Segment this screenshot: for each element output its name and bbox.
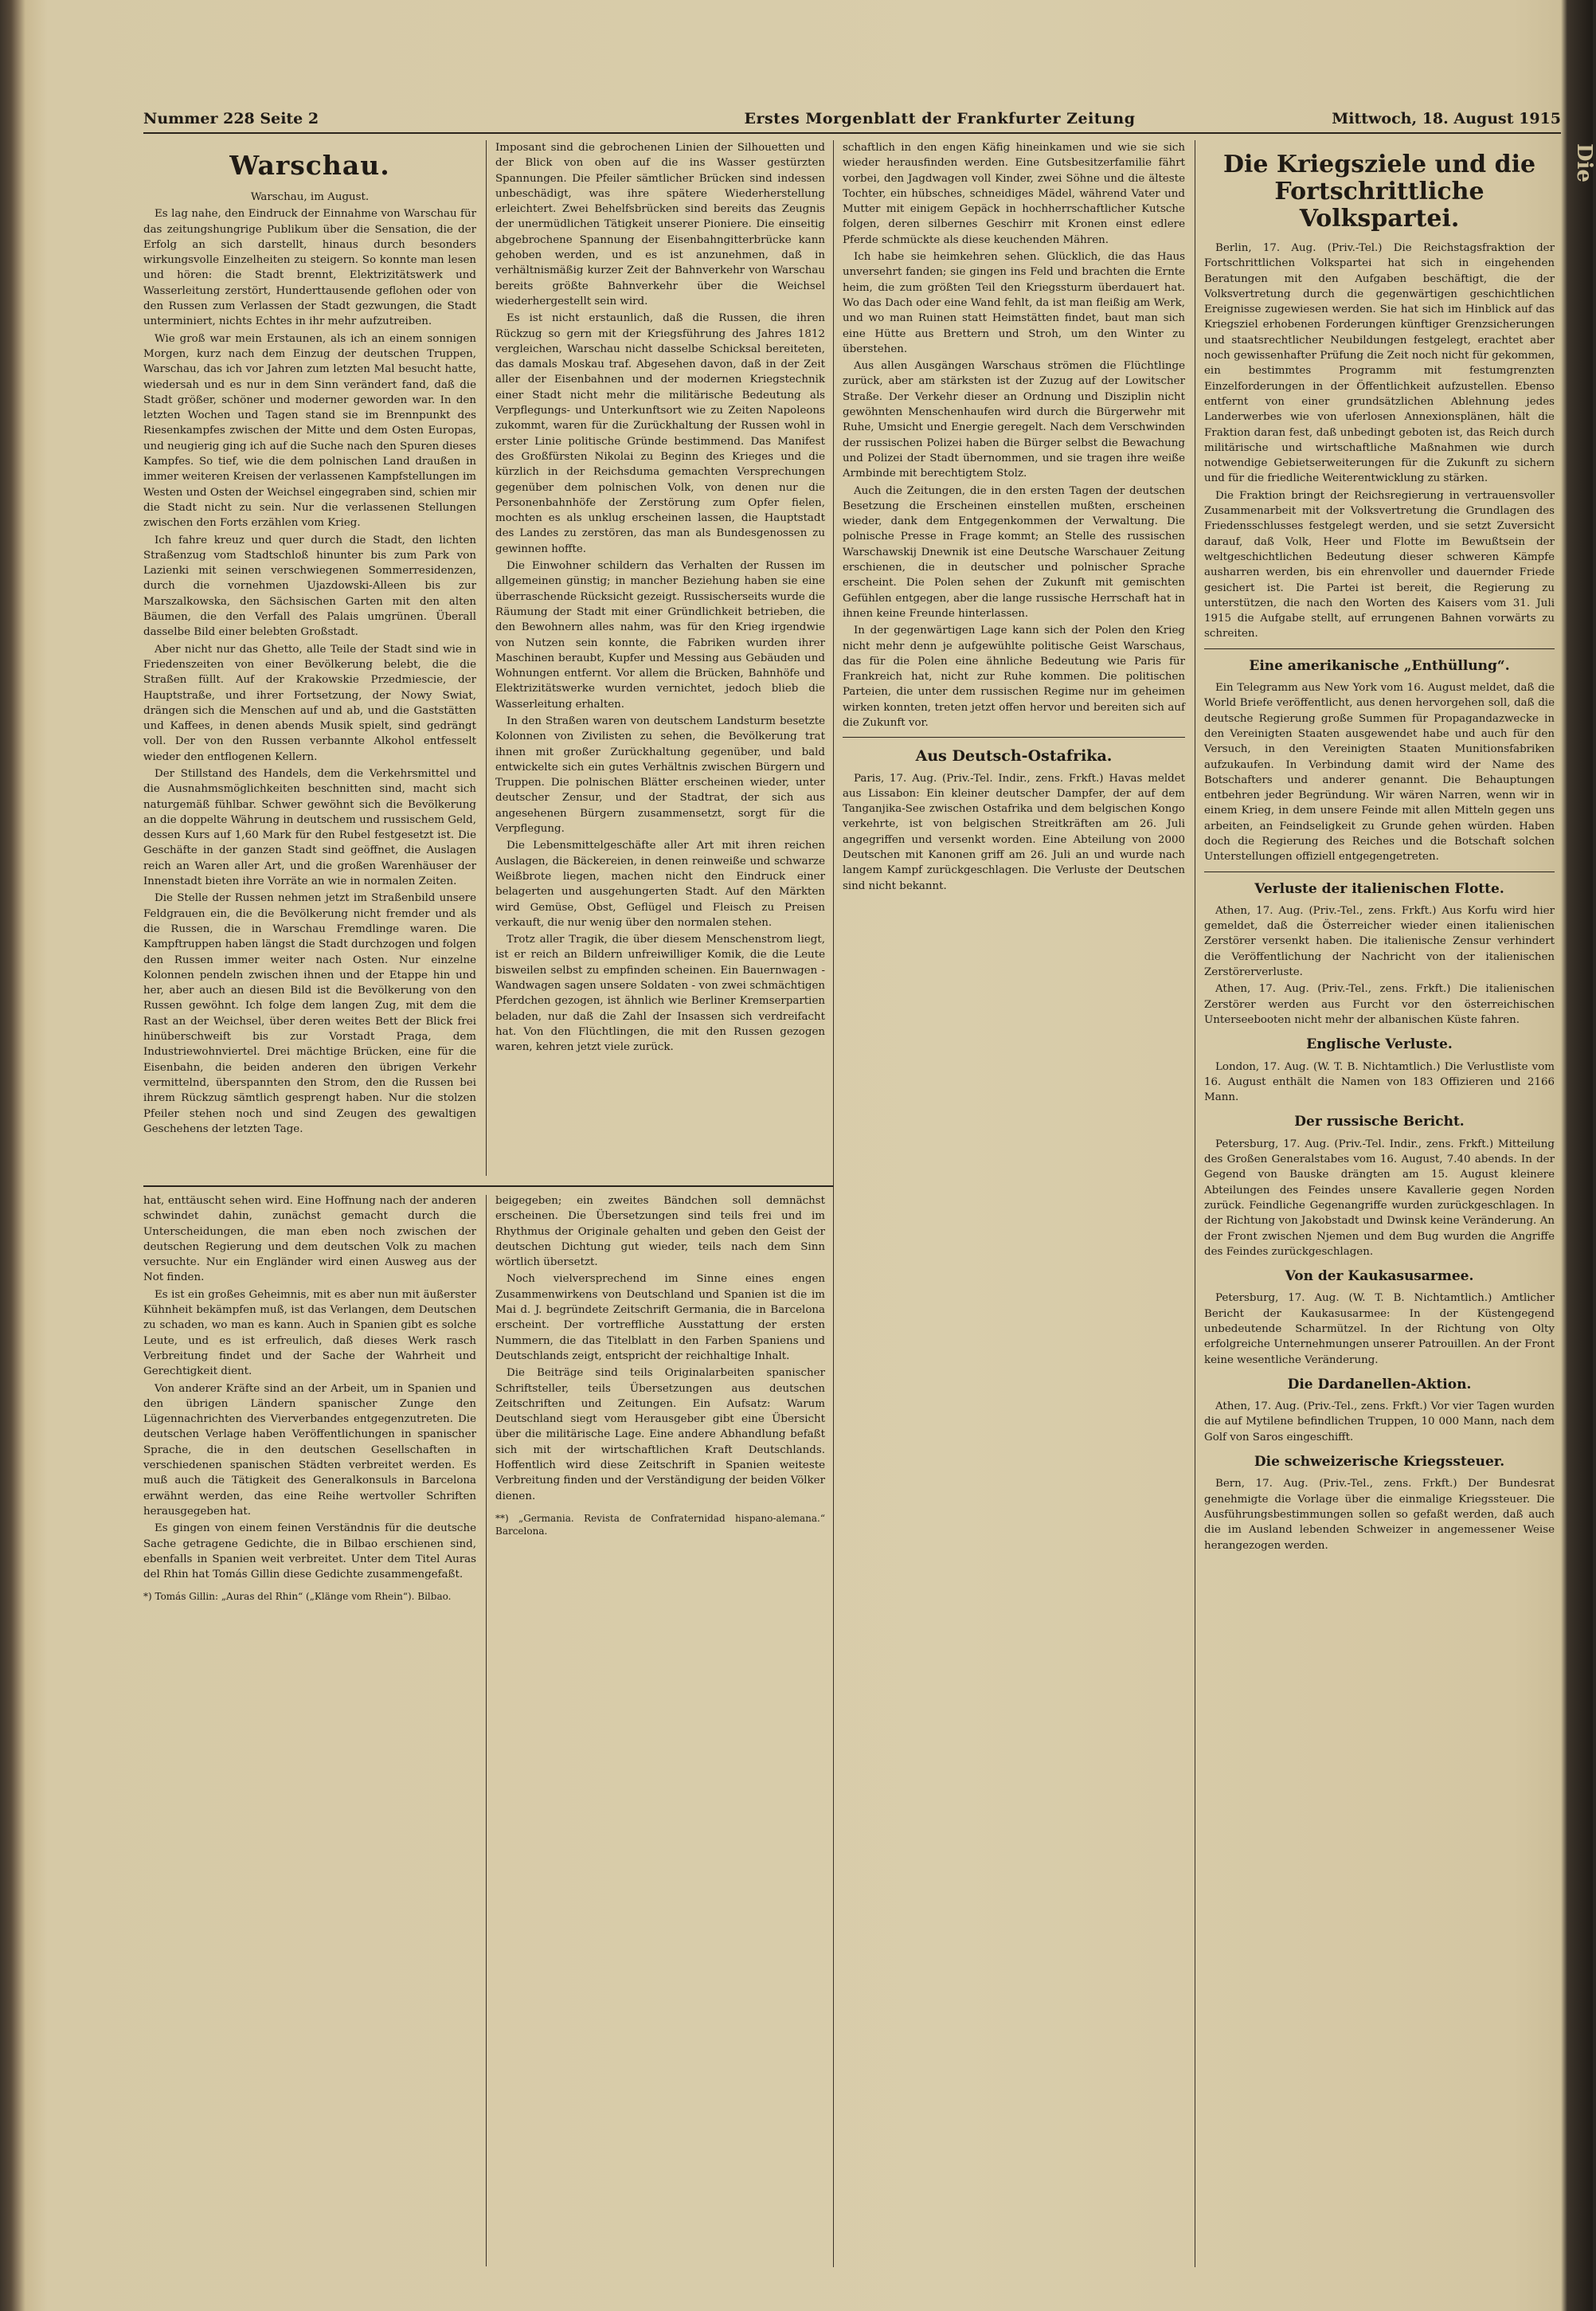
column-rule (833, 140, 834, 2267)
paragraph: In der gegenwärtigen Lage kann sich der Polen den Krieg nicht mehr denn je aufgewühlte politische Geist Warschaus, das für die Polen eine ähnliche Bedeutung wie Paris für Frankreich hat, nicht zur Ruhe kommen. Die politischen Parteien, die unter dem russischen Regime nur im geheimen wirken konnten, treten jetzt offen hervor und bereiten sich auf die Zukunft vor. (843, 625, 1185, 729)
section-heading: Aus Deutsch-Ostafrika. (915, 747, 1113, 766)
paragraph: Auch die Zeitungen, die in den ersten Tagen der deutschen Besetzung die Erscheinen einstellen mußten, erscheinen wieder, dank dem Entgegenkommen der Verwaltung. Die polnische Presse in Frage kommt; an Stelle des russischen Warschawskij Dnewnik ist eine Deutsche Warschauer Zeitung erschienen, die in deutscher und polnischer Sprache erscheint. Die Polen sehen der Zukunft mit gemischten Gefühlen entgegen, aber die lange russische Herrschaft hat in ihnen keine Freunde hinterlassen. (843, 484, 1185, 620)
paragraph: Ein Telegramm aus New York vom 16. August meldet, daß die World Briefe veröffentlicht, aus denen hervorgehen soll, daß die deutsche Regierung große Summen für Propagandazwecke in den Vereinigten Staaten ausgewendet habe und auch für den Versuch, in den Vereinigten Staaten Munitionsfabriken aufzukaufen. In Verbindung damit wird der Name des Botschafters und anderer genannt. Die Behauptungen entbehren jeder Begründung. Wir wären Narren, wenn wir in einem Krieg, in dem unsere Feinde mit allen Mitteln gegen uns arbeiten, an Feindseligkeit zu Grunde gehen würden. Haben doch die Regierung des Reiches und die Botschaft solchen Unterstellungen offiziell entgegengetreten. (1204, 682, 1555, 864)
paragraph: Der Stillstand des Handels, dem die Verkehrsmittel und die Ausnahmsmöglichkeiten beschnitten sind, macht sich naturgemäß fühlbar. Schwer gewöhnt sich die Bevölkerung an die doppelte Währung in deutschem und russischem Geld, dessen Kurs auf 1,60 Mark für den Rubel festgesetzt ist. Die Geschäfte in der ganzen Stadt sind geöffnet, die Auslagen reich an Waren aller Art, und die großen Warenhäuser der Innenstadt bieten ihre Vorräte an wie in normalen Zeiten. (143, 767, 476, 888)
paragraph: Die Einwohner schildern das Verhalten der Russen im allgemeinen günstig; in mancher Beziehung haben sie eine überraschende Rücksicht gezeigt. Russischerseits wurde die Räumung der Stadt mit einer Gründlichkeit betrieben, die den Bewohnern alles nahm, was für den Krieg irgendwie von Nutzen sein konnte, die Fabriken wurden ihrer Maschinen beraubt, Kupfer und Messing aus Gebäuden und Wohnungen entfernt. Vor allem die Brücken, Bahnhöfe und Elektrizitätswerke wurden vernichtet, jedoch blieb die Wasserleitung erhalten. (495, 560, 825, 711)
paragraph: Es ist ein großes Geheimnis, mit es aber nun mit äußerster Kühnheit bekämpfen muß, ist das Verlangen, dem Deutschen zu schaden, wo man es kann. Auch in Spanien gibt es solche Leute, und es ist erfreulich, daß dieses Werk rasch Verbreitung findet und der Sache der Wahrheit und Gerechtigkeit dient. (143, 1288, 476, 1378)
paragraph: Petersburg, 17. Aug. (Priv.-Tel. Indir., zens. Frkft.) Mitteilung des Großen Generalstabes vom 16. August, 7.40 abends. In der Gegend von Bauske drängten am 15. August kleinere Abteilungen des Feindes unsere Kavallerie gegen Norden zurück. Feindliche Gegenangriffe wurden zurückgeschlagen. In der Richtung von Jakobstadt und Dwinsk keine Veränderung. An der Front zwischen Njemen und dem Bug wurden die Angriffe des Feindes zurückgeschlagen. (1204, 1138, 1555, 1258)
masthead: Erstes Morgenblatt der Frankfurter Zeitung (744, 110, 1136, 127)
section-heading: Die Dardanellen-Aktion. (1287, 1376, 1472, 1392)
section-heading: Eine amerikanische „Enthüllung“. (1249, 657, 1510, 674)
article-title: Die Kriegsziele und die Fortschrittliche Volkspartei. (1222, 151, 1536, 233)
article-spanish-lower-cont (495, 1193, 825, 2265)
paragraph: Die Lebensmittelgeschäfte aller Art mit ihren reichen Auslagen, die Bäckereien, in denen reinweiße und schwarze Weißbrote liegen, machen nicht den Eindruck einer belagerten und ausgehungerten Stadt. Auf den Märkten wird Gemüse, Obst, Geflügel und Fleisch zu Preisen verkauft, die nur wenig über den normalen stehen. (495, 840, 825, 929)
section-divider (1204, 648, 1555, 649)
footnote: **) „Germania. Revista de Confraternidad hispano-alemana.“ Barcelona. (495, 1512, 825, 1537)
article-spanish-lower (143, 1193, 476, 2265)
paragraph: Berlin, 17. Aug. (Priv.-Tel.) Die Reichstagsfraktion der Fortschrittlichen Volkspartei hat sich in eingehenden Beratungen mit den Aufgaben beschäftigt, die der Volksvertretung durch die gegenwärtigen geschichtlichen Ereignisse zugewiesen werden. Sie hat sich im Hinblick auf das Kriegsziel erhobenen Forderungen künftiger Grenzsicherungen und staatsrechtlicher Neubildungen festgelegt, erachtet aber noch gewissenhafter Prüfung die Zeit noch nicht für gekommen, ein bestimmtes Programm mit festumgrenzten Einzelforderungen in der Öffentlichkeit aufzustellen. Ebenso entfernt von einer grundsätzlichen Ablehnung jedes Landerwerbes wie von uferlosen Annexionsplänen, hält die Fraktion daran fest, daß unbedingt geboten ist, das Reich durch militärische und wirtschaftliche Maßnahmen wie durch notwendige Gebietserweiterungen für die Zukunft zu sichern und für die friedliche Weiterentwicklung zu stärken. (1204, 242, 1555, 485)
adjacent-page-edge: Die (1572, 143, 1596, 182)
column-rule (486, 140, 487, 1176)
section-heading: Verluste der italienischen Flotte. (1254, 880, 1504, 897)
section-divider (843, 737, 1185, 738)
paragraph: Petersburg, 17. Aug. (W. T. B. Nichtamtlich.) Amtlicher Bericht der Kaukasusarmee: In der Küstengegend unbedeutende Scharmützel. In der Richtung von Olty erfolgreiche Unternehmungen unserer Patrouillen. An der Front keine wesentliche Veränderung. (1204, 1292, 1555, 1366)
paragraph: Es ist nicht erstaunlich, daß die Russen, die ihren Rückzug so gern mit der Kriegsführung des Jahres 1812 vergleichen, Warschau nicht dasselbe Schicksal bereiteten, das damals Moskau traf. Abgesehen davon, daß in der Zeit aller der Eisenbahnen und der modernen Kriegstechnik einer Stadt nicht mehr die militärische Bedeutung als Verpflegungs- und Unterkunftsort wie zu Zeiten Napoleons zukommt, waren für die Zurückhaltung der Russen wohl in erster Linie politische Gründe bestimmend. Das Manifest des Großfürsten Nikolai zu Beginn des Krieges und die kürzlich in der Reichsduma gemachten Versprechungen gegenüber dem polnischen Volk, von denen nur die Personenbahnhöfe der Zerstörung zum Opfer fielen, mochten es als unklug erscheinen lassen, die Hauptstadt des Landes zu zerstören, das man als Bundesgenossen zu gewinnen hoffte. (495, 312, 825, 555)
paragraph: Athen, 17. Aug. (Priv.-Tel., zens. Frkft.) Aus Korfu wird hier gemeldet, daß die Österreicher wieder einen italienischen Zerstörer versenkt haben. Die italienische Zensur verhindert die Veröffentlichung der Nachricht von der italienischen Zerstörerverluste. (1204, 904, 1555, 979)
paragraph: schaftlich in den engen Käfig hineinkamen und wie sie sich wieder herausfinden werden. Eine Gutsbesitzerfamilie fährt vorbei, den Jagdwagen voll Kinder, zwei Söhne und die älteste Tochter, ein hübsches, schneidiges Mädel, während Vater und Mutter mit einigem Gepäck in hochherrschaftlicher Kutsche folgen, deren silbernes Geschirr mit Kronen einst edlere Pferde schmückte als diese keuchenden Mähren. (843, 142, 1185, 246)
column-rule (486, 1195, 487, 2266)
paragraph: Es gingen von einem feinen Verständnis für die deutsche Sache getragene Gedichte, die in Bilbao erschienen sind, ebenfalls in Spanien weit verbreitet. Unter dem Titel Auras del Rhin hat Tomás Gillin diese Gedichte zusammengefaßt. (143, 1522, 476, 1581)
article-divider (143, 1185, 833, 1187)
paragraph: Von anderer Kräfte sind an der Arbeit, um in Spanien und den übrigen Ländern spanischer Zunge den Lügennachrichten des Vierverbandes entgegenzutreten. Die deutschen Verlage haben Veröffentlichungen in spanischer Sprache, die in den deutschen Gesellschaften in verschiedenen spanischen Städten verbreitet werden. Es muß auch die Tätigkeit des Generalkonsuls in Barcelona erwähnt werden, das eine Reihe wertvoller Schriften herausgegeben hat. (143, 1382, 476, 1518)
paragraph: London, 17. Aug. (W. T. B. Nichtamtlich.) Die Verlustliste vom 16. August enthält die Namen von 183 Offizieren und 2166 Mann. (1204, 1060, 1555, 1104)
paragraph: Imposant sind die gebrochenen Linien der Silhouetten und der Blick von oben auf die ins Wasser gestürzten Spannungen. Die Pfeiler sämtlicher Brücken sind indessen unbeschädigt, was ihre spätere Wiederherstellung erleichtert. Zwei Behelfsbrücken sind bereits das Zeugnis der unermüdlichen Tätigkeit unserer Pioniere. Die einseitig abgebrochene Spannung der Eisenbahngitterbrücke kann gehoben werden, und es ist anzunehmen, daß in verhältnismäßig kurzer Zeit der Bahnverkehr von Warschau bereits größte Bahnverkehr über die Weichsel wiederhergestellt sein wird. (495, 142, 825, 307)
paragraph: beigegeben; ein zweites Bändchen soll demnächst erscheinen. Die Übersetzungen sind teils frei und im Rhythmus der Originale gehalten und geben den Geist der deutschen Dichtung gut wieder, teils nach dem Sinn wörtlich übersetzt. (495, 1195, 825, 1269)
header-rule (143, 132, 1561, 134)
footnote: *) Tomás Gillin: „Auras del Rhin“ („Klänge vom Rhein“). Bilbao. (143, 1591, 452, 1603)
paragraph: Noch vielversprechend im Sinne eines engen Zusammenwirkens von Deutschland und Spanien ist die im Mai d. J. begründete Zeitschrift Germania, die in Barcelona erscheint. Der vortreffliche Ausstattung der ersten Nummern, die das Titelblatt in den Farben Spaniens und Deutschlands zeigt, entspricht der reichhaltige Inhalt. (495, 1273, 825, 1362)
paragraph: Aus allen Ausgängen Warschaus strömen die Flüchtlinge zurück, aber am stärksten ist der Zuzug auf der Lowitscher Straße. Der Verkehr dieser an Ordnung und Disziplin nicht gewöhnten Menschenhaufen wird durch die Bürgerwehr mit Ruhe, Umsicht und Energie geregelt. Nach dem Verschwinden der russischen Polizei haben die Bürger selbst die Bewachung und Polizei der Stadt übernommen, und sie tragen ihre weiße Armbinde mit berechtigtem Stolz. (843, 360, 1185, 480)
article-title: Warschau. (229, 150, 390, 181)
paragraph: Die Fraktion bringt der Reichsregierung in vertrauensvoller Zusammenarbeit mit der Volksvertretung die Grundlagen des Friedensschlusses festgelegt werden, und sie setzt Zuversicht darauf, daß Volk, Heer und Flotte im Bewußtsein der weltgeschichtlichen Bedeutung dieser schweren Kämpfe ausharren werden, bis ein ehrenvoller und dauernder Friede gesichert ist. Die Partei ist bereit, die Regierung zu unterstützen, die nach den Worten des Kaisers vom 31. Juli 1915 die Aufgabe stellt, auf errungenen Bahnen vorwärts zu schreiten. (1204, 489, 1555, 640)
page-header (143, 110, 1561, 134)
paragraph: Ich habe sie heimkehren sehen. Glücklich, die das Haus unversehrt fanden; sie gingen ins Feld und brachten die Ernte heim, die zum größten Teil den Kriegssturm überdauert hat. Wo das Dach oder eine Wand fehlt, da ist man fleißig am Werk, und wo man Ruinen statt Heimstätten findet, baut man sich eine Hütte aus Brettern und Stroh, um den Winter zu überstehen. (843, 251, 1185, 355)
section-heading: Englische Verluste. (1306, 1036, 1453, 1053)
article-column-3 (843, 140, 1185, 2265)
article-warschau-cont (495, 140, 825, 1180)
section-heading: Der russische Bericht. (1294, 1114, 1465, 1130)
section-heading: Von der Kaukasusarmee. (1285, 1268, 1474, 1285)
paragraph: hat, enttäuscht sehen wird. Eine Hoffnung nach der anderen schwindet dahin, zunächst gemacht durch die Unterscheidungen, die man eben noch zwischen der deutschen Regierung und dem deutschen Volk zu machen versuchte. Nur ein Engländer wird einen Ausweg aus der Not finden. (143, 1195, 476, 1284)
page-number: Nummer 228 Seite 2 (143, 110, 319, 127)
article-column-4 (1204, 140, 1555, 2265)
paragraph: Es lag nahe, den Eindruck der Einnahme von Warschau für das zeitungshungrige Publikum über die Sensation, die der Erfolg an sich darstellt, hinaus durch besonders wirkungsvolle Einzelheiten zu steigern. So konnte man lesen und hören: die Stadt brennt, Elektrizitätswerk und Wasserleitung zerstört, Hunderttausende geflohen oder von den Russen zum Verlassen der Stadt gezwungen, die Stadt unterminiert, nichts Echtes in ihr mehr aufzutreiben. (143, 208, 476, 328)
section-heading: Die schweizerische Kriegssteuer. (1254, 1454, 1505, 1471)
paragraph: Bern, 17. Aug. (Priv.-Tel., zens. Frkft.) Der Bundesrat genehmigte die Vorlage über die einmalige Kriegssteuer. Die Ausführungsbestimmungen sollen so gefaßt werden, daß auch die im Ausland lebenden Schweizer in angemessener Weise herangezogen werden. (1204, 1478, 1555, 1552)
dateline: Warschau, im August. (250, 191, 370, 203)
paragraph: Die Stelle der Russen nehmen jetzt im Straßenbild unsere Feldgrauen ein, die die Bevölkerung nicht fremder und als die Russen, die in Warschau Fremdlinge waren. Die Kampftruppen haben längst die Stadt durchzogen und folgen den Russen immer weiter nach Osten. Nur einzelne Kolonnen pendeln zwischen ihnen und der Etappe hin und her, aber auch an diesen Bild ist die Bevölkerung von den Russen gewöhnt. Ich folge dem langen Zug, mit dem die Rast an der Weichsel, über deren weites Bett der Blick frei hinüberschweift bis zur Vorstadt Praga, dem Industriewohnviertel. Drei mächtige Brücken, eine für die Eisenbahn, die beiden anderen den übrigen Verkehr vermittelnd, überspannten den Strom, den die Russen bei ihrem Rückzug sämtlich gesprengt haben. Nur die stolzen Pfeiler stehen noch und sind Zeugen des gewaltigen Geschehens der letzten Tage. (143, 892, 476, 1135)
paragraph: Wie groß war mein Erstaunen, als ich an einem sonnigen Morgen, kurz nach dem Einzug der deutschen Truppen, Warschau, das ich vor Jahren zum letzten Mal besucht hatte, wiedersah und es nur in dem Sinn verändert fand, daß die Stadt größer, schöner und moderner geworden war. In den letzten Wochen und Tagen stand sie im Brennpunkt des Riesenkampfes zwischen der Mitte und dem Osten Europas, und neugierig ging ich auf die Suche nach den Spuren dieses Kampfes. So tief, wie die dem polnischen Land draußen in immer weiteren Kreisen der verlassenen Kampfstellungen im Westen und Osten der Weichsel eingegraben sind, schien mir die Stadt nicht zu sein. Nur die verlassenen Stellungen zwischen den Forts erzählen vom Krieg. (143, 332, 476, 530)
paragraph: Aber nicht nur das Ghetto, alle Teile der Stadt sind wie in Friedenszeiten von einer Bevölkerung belebt, die die Straßen füllt. Auf der Krakowskie Przedmiescie, der Hauptstraße, und ihrer Fortsetzung, der Nowy Swiat, drängen sich die Menschen auf und ab, und die Gaststätten und Kaffees, in denen abends Musik spielt, sind gedrängt voll. Der von den Russen verbannte Alkohol entfesselt wieder den entflogenen Kellern. (143, 643, 476, 763)
paragraph: Paris, 17. Aug. (Priv.-Tel. Indir., zens. Frkft.) Havas meldet aus Lissabon: Ein kleiner deutscher Dampfer, der auf dem Tanganjika-See zwischen Ostafrika und dem belgischen Kongo verkehrte, ist von belgischen Streitkräften am 26. Juli angegriffen und versenkt worden. Eine Abteilung von 2000 Deutschen mit Kanonen griff am 26. Juli an und wurde nach langem Kampf zurückgeschlagen. Die Verluste der Deutschen sind nicht bekannt. (843, 772, 1185, 892)
paragraph: Trotz aller Tragik, die über diesem Menschenstrom liegt, ist er reich an Bildern unfreiwilliger Komik, die die Leute bisweilen selbst zu empfinden scheinen. Ein Bauernwagen - Wandwagen sagen unsere Soldaten - von zwei schmächtigen Pferdchen gezogen, ist ähnlich wie Berliner Kremserpartien beladen, nur daß die Zahl der Insassen sich verdreifacht hat. Von den Flüchtlingen, die mit den Russen gezogen waren, kehren jetzt viele zurück. (495, 934, 825, 1054)
paragraph: Athen, 17. Aug. (Priv.-Tel., zens. Frkft.) Die italienischen Zerstörer werden aus Furcht vor den österreichischen Unterseebooten nicht mehr der albanischen Küste fahren. (1204, 983, 1555, 1026)
paragraph: Athen, 17. Aug. (Priv.-Tel., zens. Frkft.) Vor vier Tagen wurden die auf Mytilene befindlichen Truppen, 10 000 Mann, nach dem Golf von Saros eingeschifft. (1204, 1400, 1555, 1443)
paragraph: Die Beiträge sind teils Originalarbeiten spanischer Schriftsteller, teils Übersetzungen aus deutschen Zeitschriften und Zeitungen. Ein Aufsatz: Warum Deutschland siegt vom Herausgeber gibt eine Übersicht über die militärische Lage. Eine andere Abhandlung befaßt sich mit der wirtschaftlichen Kraft Deutschlands. Hoffentlich wird diese Zeitschrift in Spanien weiteste Verbreitung finden und der Verständigung der beiden Völker dienen. (495, 1367, 825, 1502)
paragraph: Ich fahre kreuz und quer durch die Stadt, den lichten Straßenzug vom Stadtschloß hinunter bis zum Park von Lazienki mit seinen verschwiegenen Sommerresidenzen, durch die vornehmen Ujazdowski-Alleen bis zur Marszalkowska, den Sächsischen Garten mit den alten Bäumen, die den Verfall des Palais umgrünen. Überall dasselbe Bild einer belebten Großstadt. (143, 534, 476, 639)
paragraph: In den Straßen waren von deutschem Landsturm besetzte Kolonnen von Zivilisten zu sehen, die Bevölkerung trat ihnen mit großer Zurückhaltung gegenüber, und bald entwickelte sich ein gutes Verhältnis zwischen Bürgern und Truppen. Die polnischen Blätter erscheinen wieder, unter deutscher Zensur, und der Stadtrat, der sich aus angesehenen Bürgern zusammensetzt, sorgt für die Verpflegung. (495, 715, 825, 836)
article-warschau (143, 140, 476, 1180)
issue-date: Mittwoch, 18. August 1915 (1332, 110, 1561, 127)
newspaper-page (24, 0, 1565, 2311)
